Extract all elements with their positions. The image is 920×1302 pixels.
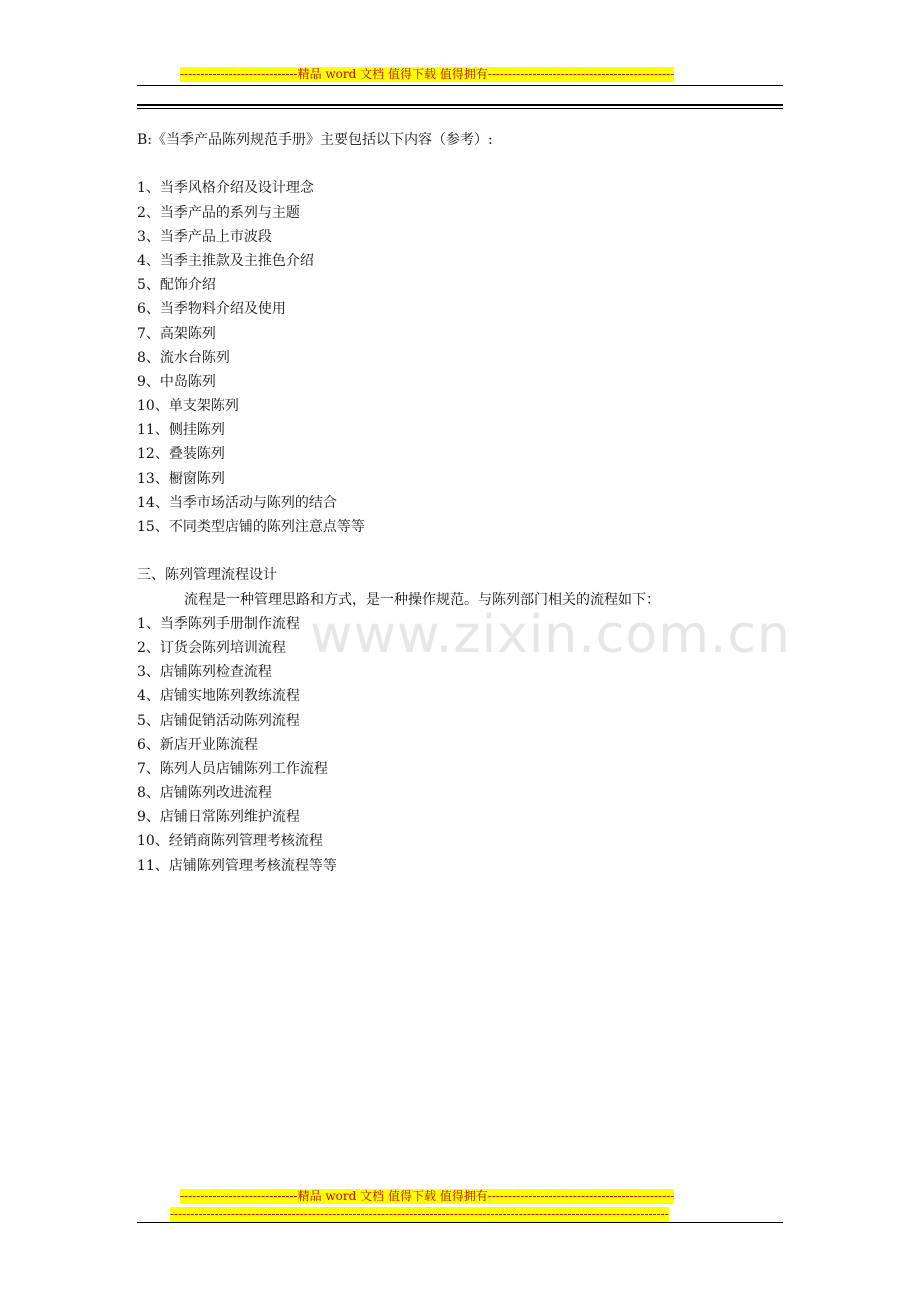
document-body [137, 128, 783, 878]
list-item: 15、不同类型店铺的陈列注意点等等 [137, 519, 365, 535]
list-item: 10、经销商陈列管理考核流程 [137, 833, 323, 850]
list-item: 13、橱窗陈列 [137, 470, 225, 487]
intro-text: B:《当季产品陈列规范手册》主要包括以下内容（参考）: [137, 132, 493, 148]
footer-rule [137, 1222, 783, 1223]
footer-dashes: --------------------------------------------------------------------------------------------------------------------------- [170, 1207, 669, 1221]
process-list [137, 612, 783, 878]
header-rule [137, 85, 783, 86]
list-item: 6、新店开业陈流程 [137, 736, 258, 753]
manual-contents-list [137, 176, 783, 539]
list-item: 7、陈列人员店铺陈列工作流程 [137, 760, 328, 777]
list-item: 1、当季风格介绍及设计理念 [137, 180, 314, 197]
list-item: 3、当季产品上市波段 [137, 228, 272, 245]
list-item: 1、当季陈列手册制作流程 [137, 615, 300, 632]
watermark: www.zixin.com.cn [310, 605, 791, 665]
header-double-rule-top [137, 104, 783, 106]
list-item: 6、当季物料介绍及使用 [137, 301, 286, 318]
list-item: 8、店铺陈列改进流程 [137, 785, 272, 802]
list-item: 2、订货会陈列培训流程 [137, 639, 286, 656]
header-banner: -----------------------------精品 word 文档 值得下载 值得拥有---------------------------------------------- [180, 67, 675, 81]
list-item: 4、当季主推款及主推色介绍 [137, 252, 314, 269]
list-item: 2、当季产品的系列与主题 [137, 204, 300, 221]
list-item: 12、叠装陈列 [137, 446, 225, 463]
list-item: 4、店铺实地陈列教练流程 [137, 688, 300, 705]
list-item: 5、店铺促销活动陈列流程 [137, 712, 300, 729]
list-item: 7、高架陈列 [137, 325, 216, 342]
list-item: 10、单支架陈列 [137, 398, 239, 415]
list-item: 11、店铺陈列管理考核流程等等 [137, 857, 337, 874]
section-intro: 流程是一种管理思路和方式，是一种操作规范。与陈列部门相关的流程如下： [184, 591, 660, 608]
list-item: 9、中岛陈列 [137, 373, 216, 390]
list-item: 9、店铺日常陈列维护流程 [137, 809, 300, 826]
list-item: 3、店铺陈列检查流程 [137, 664, 272, 681]
list-item: 11、侧挂陈列 [137, 422, 225, 439]
list-item: 14、当季市场活动与陈列的结合 [137, 494, 337, 511]
section-title: 三、陈列管理流程设计 [137, 567, 277, 584]
list-item: 8、流水台陈列 [137, 349, 230, 366]
footer-banner: -----------------------------精品 word 文档 值得下载 值得拥有---------------------------------------------- [180, 1189, 675, 1203]
header-double-rule-bottom [137, 108, 783, 109]
list-item: 5、配饰介绍 [137, 277, 216, 294]
